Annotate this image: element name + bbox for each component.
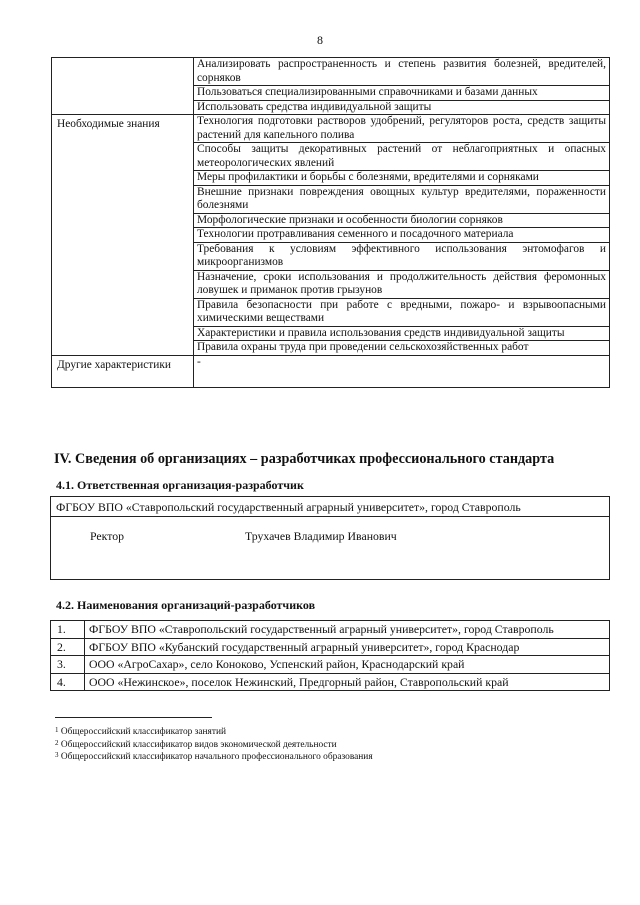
footnote-text: Общероссийский классификатор начального профессионального образования <box>60 752 373 762</box>
footnotes <box>55 726 373 764</box>
footnote <box>55 726 373 739</box>
knowledge-cell: Меры профилактики и борьбы с болезнями, вредителями и сорняками <box>194 171 610 186</box>
requirements-table <box>51 57 610 388</box>
knowledge-cell: Технологии протравливания семенного и посадочного материала <box>194 228 610 243</box>
knowledge-cell: Правила охраны труда при проведении сельскохозяйственных работ <box>194 341 610 356</box>
developers-subtitle: 4.2. Наименования организаций-разработчиков <box>56 598 316 612</box>
footnote-mark: 3 <box>55 751 59 759</box>
knowledge-label: Необходимые знания <box>52 115 194 356</box>
table-row <box>51 621 610 639</box>
table-row <box>52 355 610 387</box>
responsible-org: ФГБОУ ВПО «Ставропольский государственный аграрный университет», город Ставрополь <box>56 500 521 514</box>
org-name: ООО «АгроСахар», село Коноково, Успенский район, Краснодарский край <box>85 656 610 674</box>
knowledge-cell: Назначение, сроки использования и продолжительность действия феромонных ловушек и приманок против грызунов <box>194 270 610 298</box>
knowledge-cell: Внешние признаки повреждения овощных культур вредителями, пораженности болезнями <box>194 185 610 213</box>
responsible-name: Трухачев Владимир Иванович <box>245 529 397 543</box>
footnote <box>55 739 373 752</box>
footnote-mark: 1 <box>55 726 59 734</box>
footnote-text: Общероссийский классификатор видов экономической деятельности <box>60 739 337 750</box>
knowledge-cell: Требования к условиям эффективного использования энтомофагов и микроорганизмов <box>194 242 610 270</box>
section-title: IV. Сведения об организациях – разработчиках профессионального стандарта <box>54 451 555 467</box>
footnote-mark: 2 <box>55 738 59 747</box>
org-name: ФГБОУ ВПО «Кубанский государственный аграрный университет», город Краснодар <box>85 638 610 656</box>
other-value: - <box>194 355 610 387</box>
knowledge-cell: Технология подготовки растворов удобрений, регуляторов роста, средств защиты растений для капельного полива <box>194 115 610 143</box>
other-label: Другие характеристики <box>52 355 194 387</box>
table-row <box>51 656 610 674</box>
responsible-role: Ректор <box>90 529 125 543</box>
skill-cell: Анализировать распространенность и степень развития болезней, вредителей, сорняков <box>194 58 610 86</box>
knowledge-cell: Способы защиты декоративных растений от неблагоприятных и опасных метеорологических явлений <box>194 143 610 171</box>
row-number: 1. <box>51 621 85 639</box>
table-row <box>52 58 610 86</box>
page-number: 8 <box>317 33 323 47</box>
skill-cell: Пользоваться специализированными справочниками и базами данных <box>194 86 610 101</box>
developers-table <box>50 620 610 691</box>
knowledge-cell: Характеристики и правила использования средств индивидуальной защиты <box>194 326 610 341</box>
org-name: ФГБОУ ВПО «Ставропольский государственный аграрный университет», город Ставрополь <box>85 621 610 639</box>
footnote-text: Общероссийский классификатор занятий <box>60 727 226 737</box>
footnote-separator <box>55 717 212 718</box>
responsible-subtitle: 4.1. Ответственная организация-разработчик <box>56 478 304 492</box>
table-row <box>51 638 610 656</box>
table-row <box>52 115 610 143</box>
knowledge-cell: Правила безопасности при работе с вредными, пожаро- и взрывоопасными химическими веществами <box>194 298 610 326</box>
signature-area <box>51 516 609 579</box>
org-name: ООО «Нежинское», поселок Нежинский, Предгорный район, Ставропольский край <box>85 673 610 691</box>
empty-label-cell <box>52 58 194 115</box>
row-number: 2. <box>51 638 85 656</box>
row-number: 4. <box>51 673 85 691</box>
table-row <box>51 673 610 691</box>
footnote <box>55 751 373 764</box>
skill-cell: Использовать средства индивидуальной защиты <box>194 100 610 115</box>
knowledge-cell: Морфологические признаки и особенности биологии сорняков <box>194 213 610 228</box>
row-number: 3. <box>51 656 85 674</box>
